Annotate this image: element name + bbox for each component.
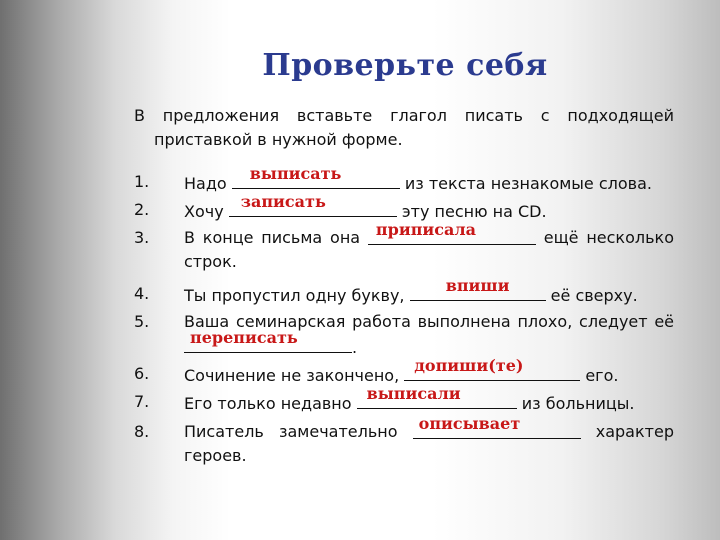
slide-title: Проверьте себя (262, 48, 548, 83)
answer-blank (410, 276, 546, 301)
item-text-after: из текста незнакомые слова. (399, 174, 652, 193)
answer-blank (413, 414, 581, 439)
instruction-line-2: приставкой в нужной форме. (154, 130, 403, 149)
answer-blank (357, 384, 517, 409)
item-number: 8. (134, 422, 150, 441)
item-number: 1. (134, 172, 150, 191)
item-text-before: Ты пропустил одну букву, (184, 286, 410, 305)
word: выполнена (417, 312, 511, 331)
item-text-after: . (352, 338, 358, 357)
item-number: 7. (134, 392, 150, 411)
item-text-after: из больницы. (516, 394, 635, 413)
item-text-before: Его только недавно (184, 394, 357, 413)
item-text-before: Сочинение не закончено, (184, 366, 405, 385)
word: Писатель (184, 422, 264, 441)
word: несколько (586, 228, 674, 247)
answer-text: допиши(те) (414, 356, 524, 375)
item-number: 5. (134, 312, 150, 331)
item-text-before: Хочу (184, 202, 229, 221)
item-line-1 (184, 220, 674, 250)
answer-text: выписали (366, 384, 461, 403)
answer-text: приписала (375, 220, 477, 239)
item-line-1 (184, 414, 674, 444)
item-text-before: Надо (184, 174, 232, 193)
instruction-word: вставьте (296, 106, 373, 125)
word: её (654, 312, 674, 331)
answer-blank (368, 220, 536, 245)
task-instruction (134, 104, 674, 152)
word: следует (579, 312, 648, 331)
instruction-word: предложения (162, 106, 280, 125)
item-number: 3. (134, 228, 150, 247)
item-number: 2. (134, 200, 150, 219)
word: замечательно (278, 422, 398, 441)
word: семинарская (235, 312, 346, 331)
word: характер (595, 422, 674, 441)
answer-text: выписать (249, 164, 342, 183)
answer-blank (229, 192, 397, 217)
word: работа (352, 312, 411, 331)
answer-text: переписать (190, 328, 298, 347)
instruction-word: с (540, 106, 550, 125)
item-line-2: строк. (184, 252, 237, 271)
item-text-after: эту песню на CD. (396, 202, 547, 221)
instruction-word: подходящей (567, 106, 674, 125)
instruction-line-1 (134, 104, 674, 128)
word: она (330, 228, 361, 247)
word: ещё (543, 228, 579, 247)
word: конце (202, 228, 254, 247)
answer-text: записать (240, 192, 326, 211)
instruction-word: глагол (390, 106, 447, 125)
item-number: 4. (134, 284, 150, 303)
answer-blank (404, 356, 580, 381)
word: плохо, (517, 312, 573, 331)
answer-blank (232, 164, 400, 189)
instruction-word: писать (464, 106, 523, 125)
word: В (184, 228, 195, 247)
item-number: 6. (134, 364, 150, 383)
word: Ваша (184, 312, 230, 331)
answer-text: описывает (418, 414, 521, 433)
item-text-after: его. (580, 366, 619, 385)
item-line-2: героев. (184, 446, 247, 465)
answer-text: впиши (445, 276, 510, 295)
item-text-after: её сверху. (545, 286, 638, 305)
answer-blank (184, 328, 352, 353)
instruction-word: В (134, 106, 145, 125)
word: письма (261, 228, 323, 247)
